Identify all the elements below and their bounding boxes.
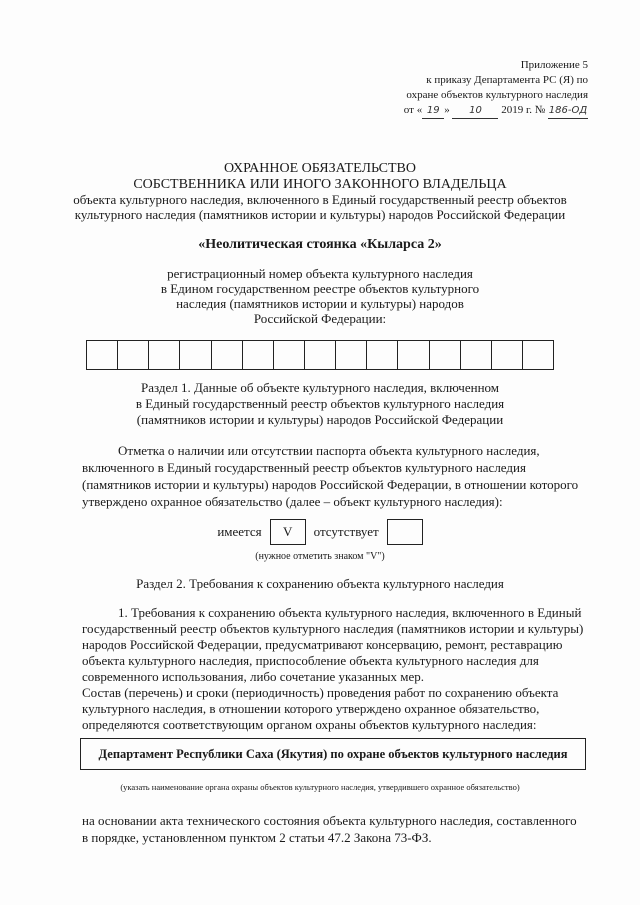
reg-digit-cell[interactable] <box>366 340 397 370</box>
reg-digit-cell[interactable] <box>211 340 242 370</box>
no-passport-label: отсутствует <box>313 524 379 539</box>
handwritten-order-number: 186-ОД <box>548 103 588 119</box>
object-name: «Неолитическая стоянка «Кыларса 2» <box>198 237 442 252</box>
passport-checkbox-row <box>0 518 640 546</box>
reg-digit-cell[interactable] <box>491 340 522 370</box>
reg-digit-cell[interactable] <box>117 340 148 370</box>
appendix-title: Приложение 5 <box>520 59 588 71</box>
requirements-line3: народов Российской Федерации, предусматривают консервацию, ремонт, реставрацию <box>82 637 563 652</box>
appendix-date-line: от « 19 » 10 2019 г. № 186-ОД <box>348 103 588 119</box>
has-passport-label: имеется <box>217 524 262 539</box>
department-box: Департамент Республики Саха (Якутия) по охране объектов культурного наследия <box>80 738 586 770</box>
reg-caption-line2: в Едином государственном реестре объектов культурного <box>160 281 480 296</box>
section1-title-line1: Раздел 1. Данные об объекте культурного наследия, включенном <box>140 380 500 395</box>
basis-line1: на основании акта технического состояния объекта культурного наследия, составленного <box>82 813 577 828</box>
handwritten-day: 19 <box>422 103 444 119</box>
reg-digit-cell[interactable] <box>179 340 210 370</box>
section1-title-line3: (памятников истории и культуры) народов Российской Федерации <box>136 412 504 427</box>
doc-title-line2: СОБСТВЕННИКА ИЛИ ИНОГО ЗАКОННОГО ВЛАДЕЛЬЦА <box>133 177 507 192</box>
registration-number-boxes <box>86 340 554 370</box>
reg-caption-line1: регистрационный номер объекта культурного наследия <box>167 266 473 281</box>
doc-title-line1: ОХРАННОЕ ОБЯЗАТЕЛЬСТВО <box>224 161 416 176</box>
passport-text-line3: (памятников истории и культуры) народов Российской Федерации, в отношении которого <box>82 477 579 492</box>
reg-caption-line4: Российской Федерации: <box>253 311 387 326</box>
reg-digit-cell[interactable] <box>522 340 554 370</box>
passport-text-line2: включенного в Единый государственный реестр объектов культурного наследия <box>82 460 526 475</box>
passport-text-line1: Отметка о наличии или отсутствии паспорта объекта культурного наследия, <box>118 443 540 458</box>
passport-text-line4: утверждено охранное обязательство (далее – объект культурного наследия): <box>82 494 503 509</box>
appendix-department-line: охране объектов культурного наследия <box>406 89 588 101</box>
reg-caption-line3: наследия (памятников истории и культуры) народов <box>176 296 464 311</box>
has-passport-checkbox[interactable]: V <box>270 519 306 545</box>
checkbox-hint: (нужное отметить знаком "V") <box>255 551 385 562</box>
no-passport-checkbox[interactable] <box>387 519 423 545</box>
reg-digit-cell[interactable] <box>242 340 273 370</box>
reg-digit-cell[interactable] <box>397 340 428 370</box>
reg-digit-cell[interactable] <box>429 340 460 370</box>
appendix-order-line: к приказу Департамента РС (Я) по <box>426 74 588 86</box>
reg-digit-cell[interactable] <box>86 340 117 370</box>
requirements-line4: объекта культурного наследия, приспособление объекта культурного наследия для <box>82 653 539 668</box>
doc-subtitle-line1: объекта культурного наследия, включенного в Единый государственный реестр объектов <box>73 192 567 207</box>
basis-line2: в порядке, установленном пунктом 2 статьи 47.2 Закона 73-ФЗ. <box>82 830 432 845</box>
doc-subtitle-line2: культурного наследия (памятников истории и культуры) народов Российской Федерации <box>74 207 566 222</box>
reg-digit-cell[interactable] <box>335 340 366 370</box>
section2-title: Раздел 2. Требования к сохранению объекта культурного наследия <box>136 576 504 591</box>
works-line2: культурного наследия, в отношении которого утверждено охранное обязательство, <box>82 701 540 716</box>
reg-digit-cell[interactable] <box>273 340 304 370</box>
requirements-line1: 1. Требования к сохранению объекта культурного наследия, включенного в Единый <box>118 605 582 620</box>
section1-title-line2: в Единый государственный реестр объектов культурного наследия <box>135 396 505 411</box>
reg-digit-cell[interactable] <box>304 340 335 370</box>
requirements-line5: современного использования, либо сочетание указанных мер. <box>82 669 424 684</box>
requirements-line2: государственный реестр объектов культурного наследия (памятников истории и культуры) <box>82 621 584 636</box>
works-line3: определяются соответствующим органом охраны объектов культурного наследия: <box>82 717 537 732</box>
reg-digit-cell[interactable] <box>460 340 491 370</box>
handwritten-month: 10 <box>452 103 498 119</box>
department-hint: (указать наименование органа охраны объектов культурного наследия, утвердившего охранное обязательство) <box>120 782 520 792</box>
works-line1: Состав (перечень) и сроки (периодичность) проведения работ по сохранению объекта <box>82 685 559 700</box>
appendix-block <box>348 58 588 119</box>
reg-digit-cell[interactable] <box>148 340 179 370</box>
